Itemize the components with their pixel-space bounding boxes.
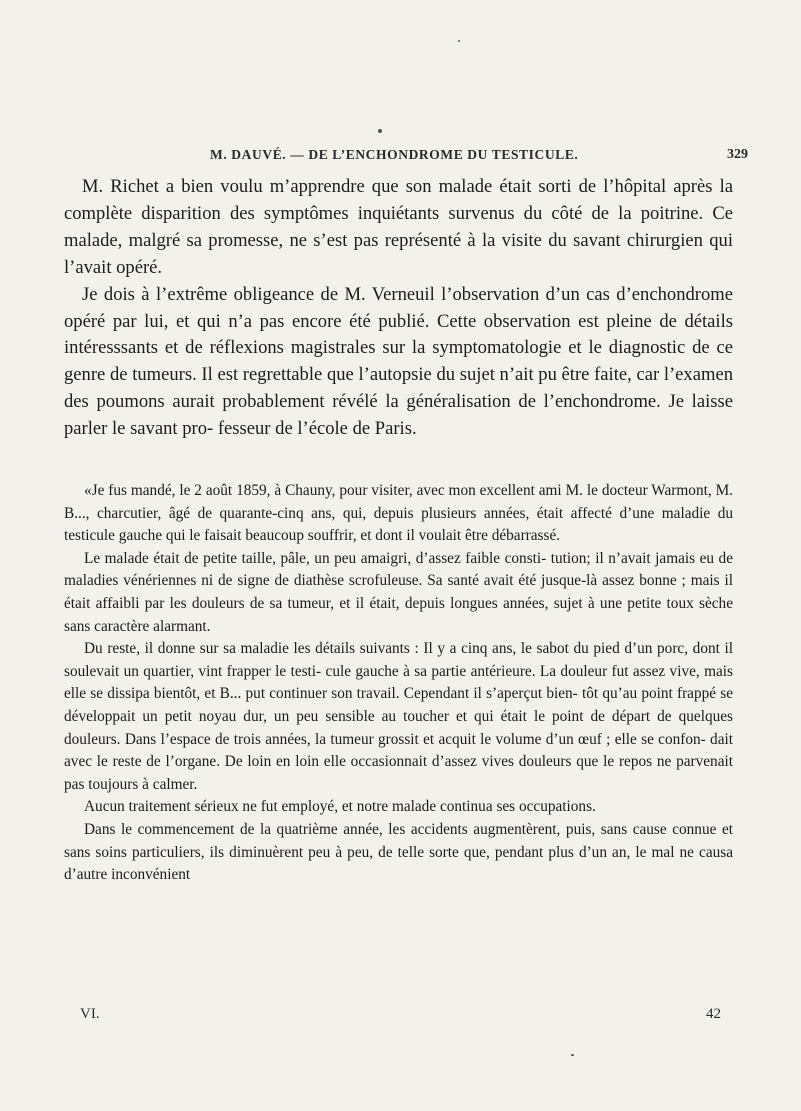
page-number: 329 xyxy=(727,147,748,162)
signature-mark: 42 xyxy=(706,1006,721,1022)
running-header xyxy=(210,147,630,163)
body-paragraph: Je dois à l’extrême obligeance de M. Verneuil l’observation d’un cas d’enchondrome opéré par lui, et qui n’a pas encore été publié. Cette observation est pleine de détails intéresssants et de réflexions magistrales sur la symptomatologie et le diagnostic de ce genre de tumeurs. Il est regrettable que l’autopsie du sujet n’ait pu être faite, car l’examen des poumons aurait probablement révélé la généralisation de l’enchondrome. Je laisse parler le savant pro- fesseur de l’école de Paris. xyxy=(64,283,733,440)
quoted-observation xyxy=(64,480,733,887)
header-author: M. DAUVÉ. xyxy=(210,147,287,162)
main-text xyxy=(64,174,733,443)
header-separator: — xyxy=(286,147,309,162)
body-paragraph: M. Richet a bien voulu m’apprendre que son malade était sorti de l’hôpital après la complète disparition des symptômes inquiétants survenus du côté de la poitrine. Ce malade, malgré sa promesse, ne s’est pas représenté à la visite du savant chirurgien qui l’avait opéré. xyxy=(64,176,733,278)
quote-paragraph: Dans le commencement de la quatrième année, les accidents augmentèrent, puis, sans cause connue et sans soins particuliers, ils diminuèrent peu à peu, de telle sorte que, pendant plus d’un an, le mal ne causa d’autre inconvénient xyxy=(64,820,733,884)
quote-paragraph: Le malade était de petite taille, pâle, un peu amaigri, d’assez faible consti- tution; il n’avait jamais eu de maladies vénériennes ni de signe de diathèse scrofuleuse. Sa santé avait été jusque-là assez bonne ; mais il était affaibli par les douleurs de sa tumeur, et il était, depuis longues années, sujet à une petite toux sèche sans caractère alarmant. xyxy=(64,549,733,635)
header-title: DE L’ENCHONDROME DU TESTICULE. xyxy=(308,147,579,162)
volume-mark: VI. xyxy=(80,1006,100,1022)
quote-paragraph: «Je fus mandé, le 2 août 1859, à Chauny, pour visiter, avec mon excellent ami M. le docteur Warmont, M. B..., charcutier, âgé de quarante-cinq ans, qui, depuis plusieurs années, était affecté d’une maladie du testicule gauche qui le faisait beaucoup souffrir, et dont il voulait être débarrassé. xyxy=(64,482,733,545)
quote-paragraph: Aucun traitement sérieux ne fut employé, et notre malade continua ses occupations. xyxy=(84,798,596,816)
ink-speck xyxy=(571,1054,574,1056)
ink-speck xyxy=(378,129,382,133)
quote-paragraph: Du reste, il donne sur sa maladie les détails suivants : Il y a cinq ans, le sabot du pied d’un porc, dont il soulevait un quartier, vint frapper le testi- cule gauche à sa partie antérieure. La douleur fut assez vive, mais elle se dissipa bientôt, et B... put continuer son travail. Cependant il s’aperçut bien- tôt qu’au point frappé se développait un petit noyau dur, un peu sensible au toucher et qui était le point de départ de quelques douleurs. Dans l’espace de trois années, la tumeur grossit et acquit le volume d’un œuf ; elle se confon- dait avec le reste de l’organe. De loin en loin elle occasionnait d’assez vives douleurs que le repos ne parvenait pas toujours à calmer. xyxy=(64,640,733,793)
ink-speck xyxy=(458,40,460,42)
